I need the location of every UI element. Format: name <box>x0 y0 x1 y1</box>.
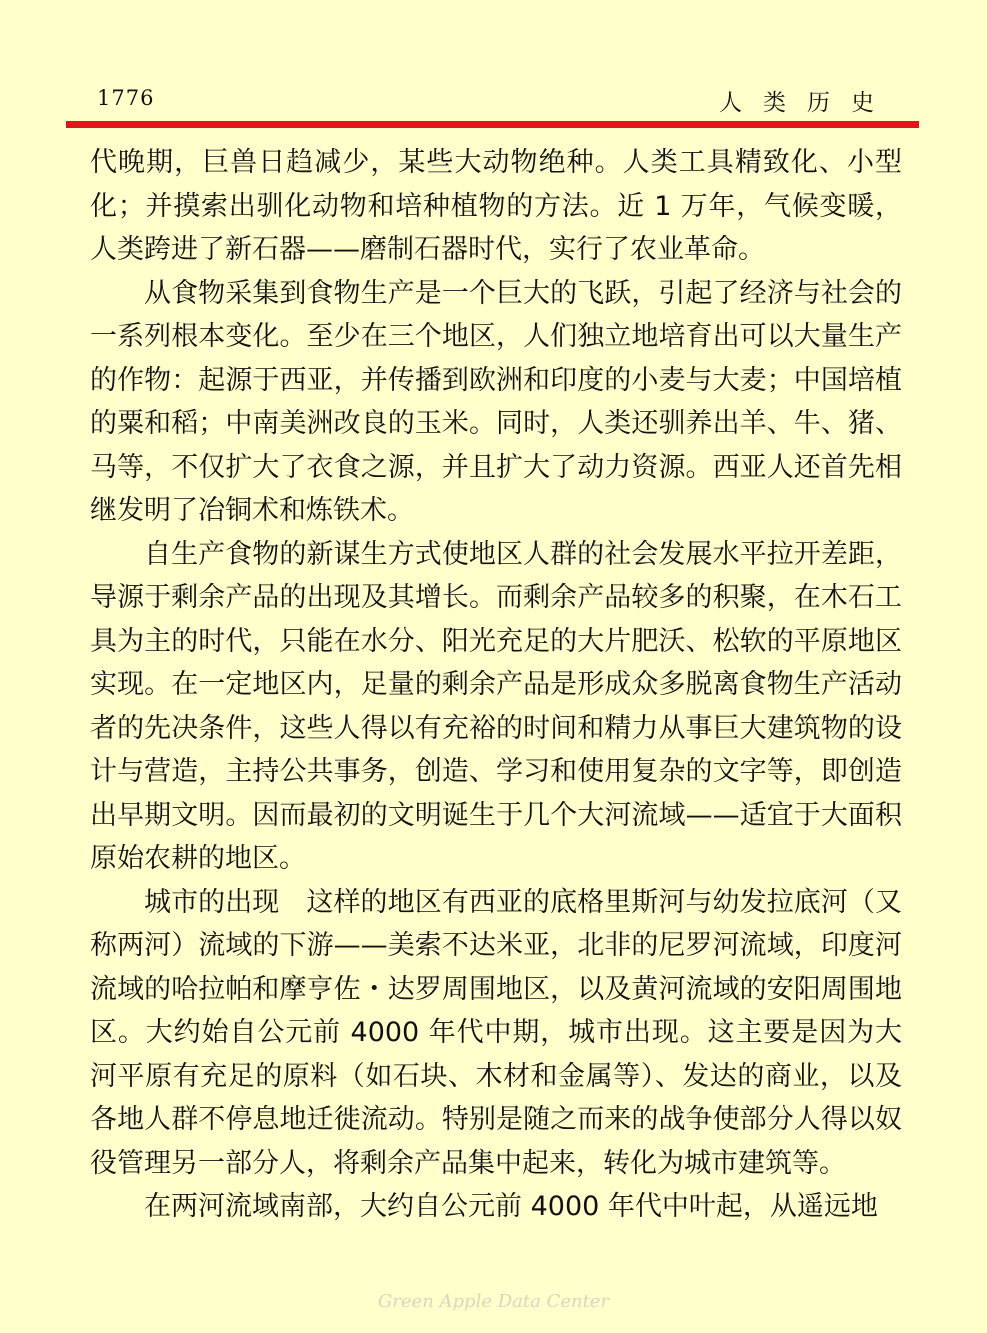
running-title: 人类历史 <box>719 90 895 116</box>
paragraph-5 <box>90 1185 902 1229</box>
paragraph-1 <box>90 141 902 272</box>
paragraph-text: 代晚期，巨兽日趋减少，某些大动物绝种。人类工具精致化、小型化；并摸索出驯化动物和培种植物的方法。近 1 万年，气候变暖，人类跨进了新石器——磨制石器时代，实行了农业革命。 <box>90 147 902 265</box>
page-number: 1776 <box>97 86 155 110</box>
paragraph-2 <box>90 272 902 533</box>
header-rule <box>66 121 919 128</box>
paragraph-text: 这样的地区有西亚的底格里斯河与幼发拉底河（又称两河）流域的下游——美索不达米亚，北非的尼罗河流域，印度河流域的哈拉帕和摩亨佐・达罗周围地区，以及黄河流域的安阳周围地区。大约始自公元前 4000 年代中期，城市出现。这主要是因为大河平原有充足的原料（如石块、木材和金属等）、发达的商业，以及各地人群不停息地迁徙流动。特别是随之而来的战争使部分人得以奴役管理另一部分人，将剩余产品集中起来，转化为城市建筑等。 <box>90 886 903 1179</box>
paragraph-text: 在两河流域南部，大约自公元前 4000 年代中叶起，从遥远地 <box>144 1191 878 1222</box>
paragraph-4 <box>90 881 902 1186</box>
watermark: Green Apple Data Center <box>377 1291 610 1312</box>
paragraph-text: 从食物采集到食物生产是一个巨大的飞跃，引起了经济与社会的一系列根本变化。至少在三个地区，人们独立地培育出可以大量生产的作物：起源于西亚，并传播到欧洲和印度的小麦与大麦；中国培植的粟和稻；中南美洲改良的玉米。同时，人类还驯养出羊、牛、猪、马等，不仅扩大了衣食之源，并且扩大了动力资源。西亚人还首先相继发明了冶铜术和炼铁术。 <box>90 277 902 526</box>
body-text <box>90 141 902 1229</box>
paragraph-text: 自生产食物的新谋生方式使地区人群的社会发展水平拉开差距，导源于剩余产品的出现及其增长。而剩余产品较多的积聚，在木石工具为主的时代，只能在水分、阳光充足的大片肥沃、松软的平原地区实现。在一定地区内，足量的剩余产品是形成众多脱离食物生产活动者的先决条件，这些人得以有充裕的时间和精力从事巨大建筑物的设计与营造，主持公共事务，创造、学习和使用复杂的文字等，即创造出早期文明。因而最初的文明诞生于几个大河流域——适宜于大面积原始农耕的地区。 <box>90 538 902 874</box>
paragraph-3 <box>90 533 902 881</box>
section-subheading: 城市的出现 <box>144 886 280 918</box>
